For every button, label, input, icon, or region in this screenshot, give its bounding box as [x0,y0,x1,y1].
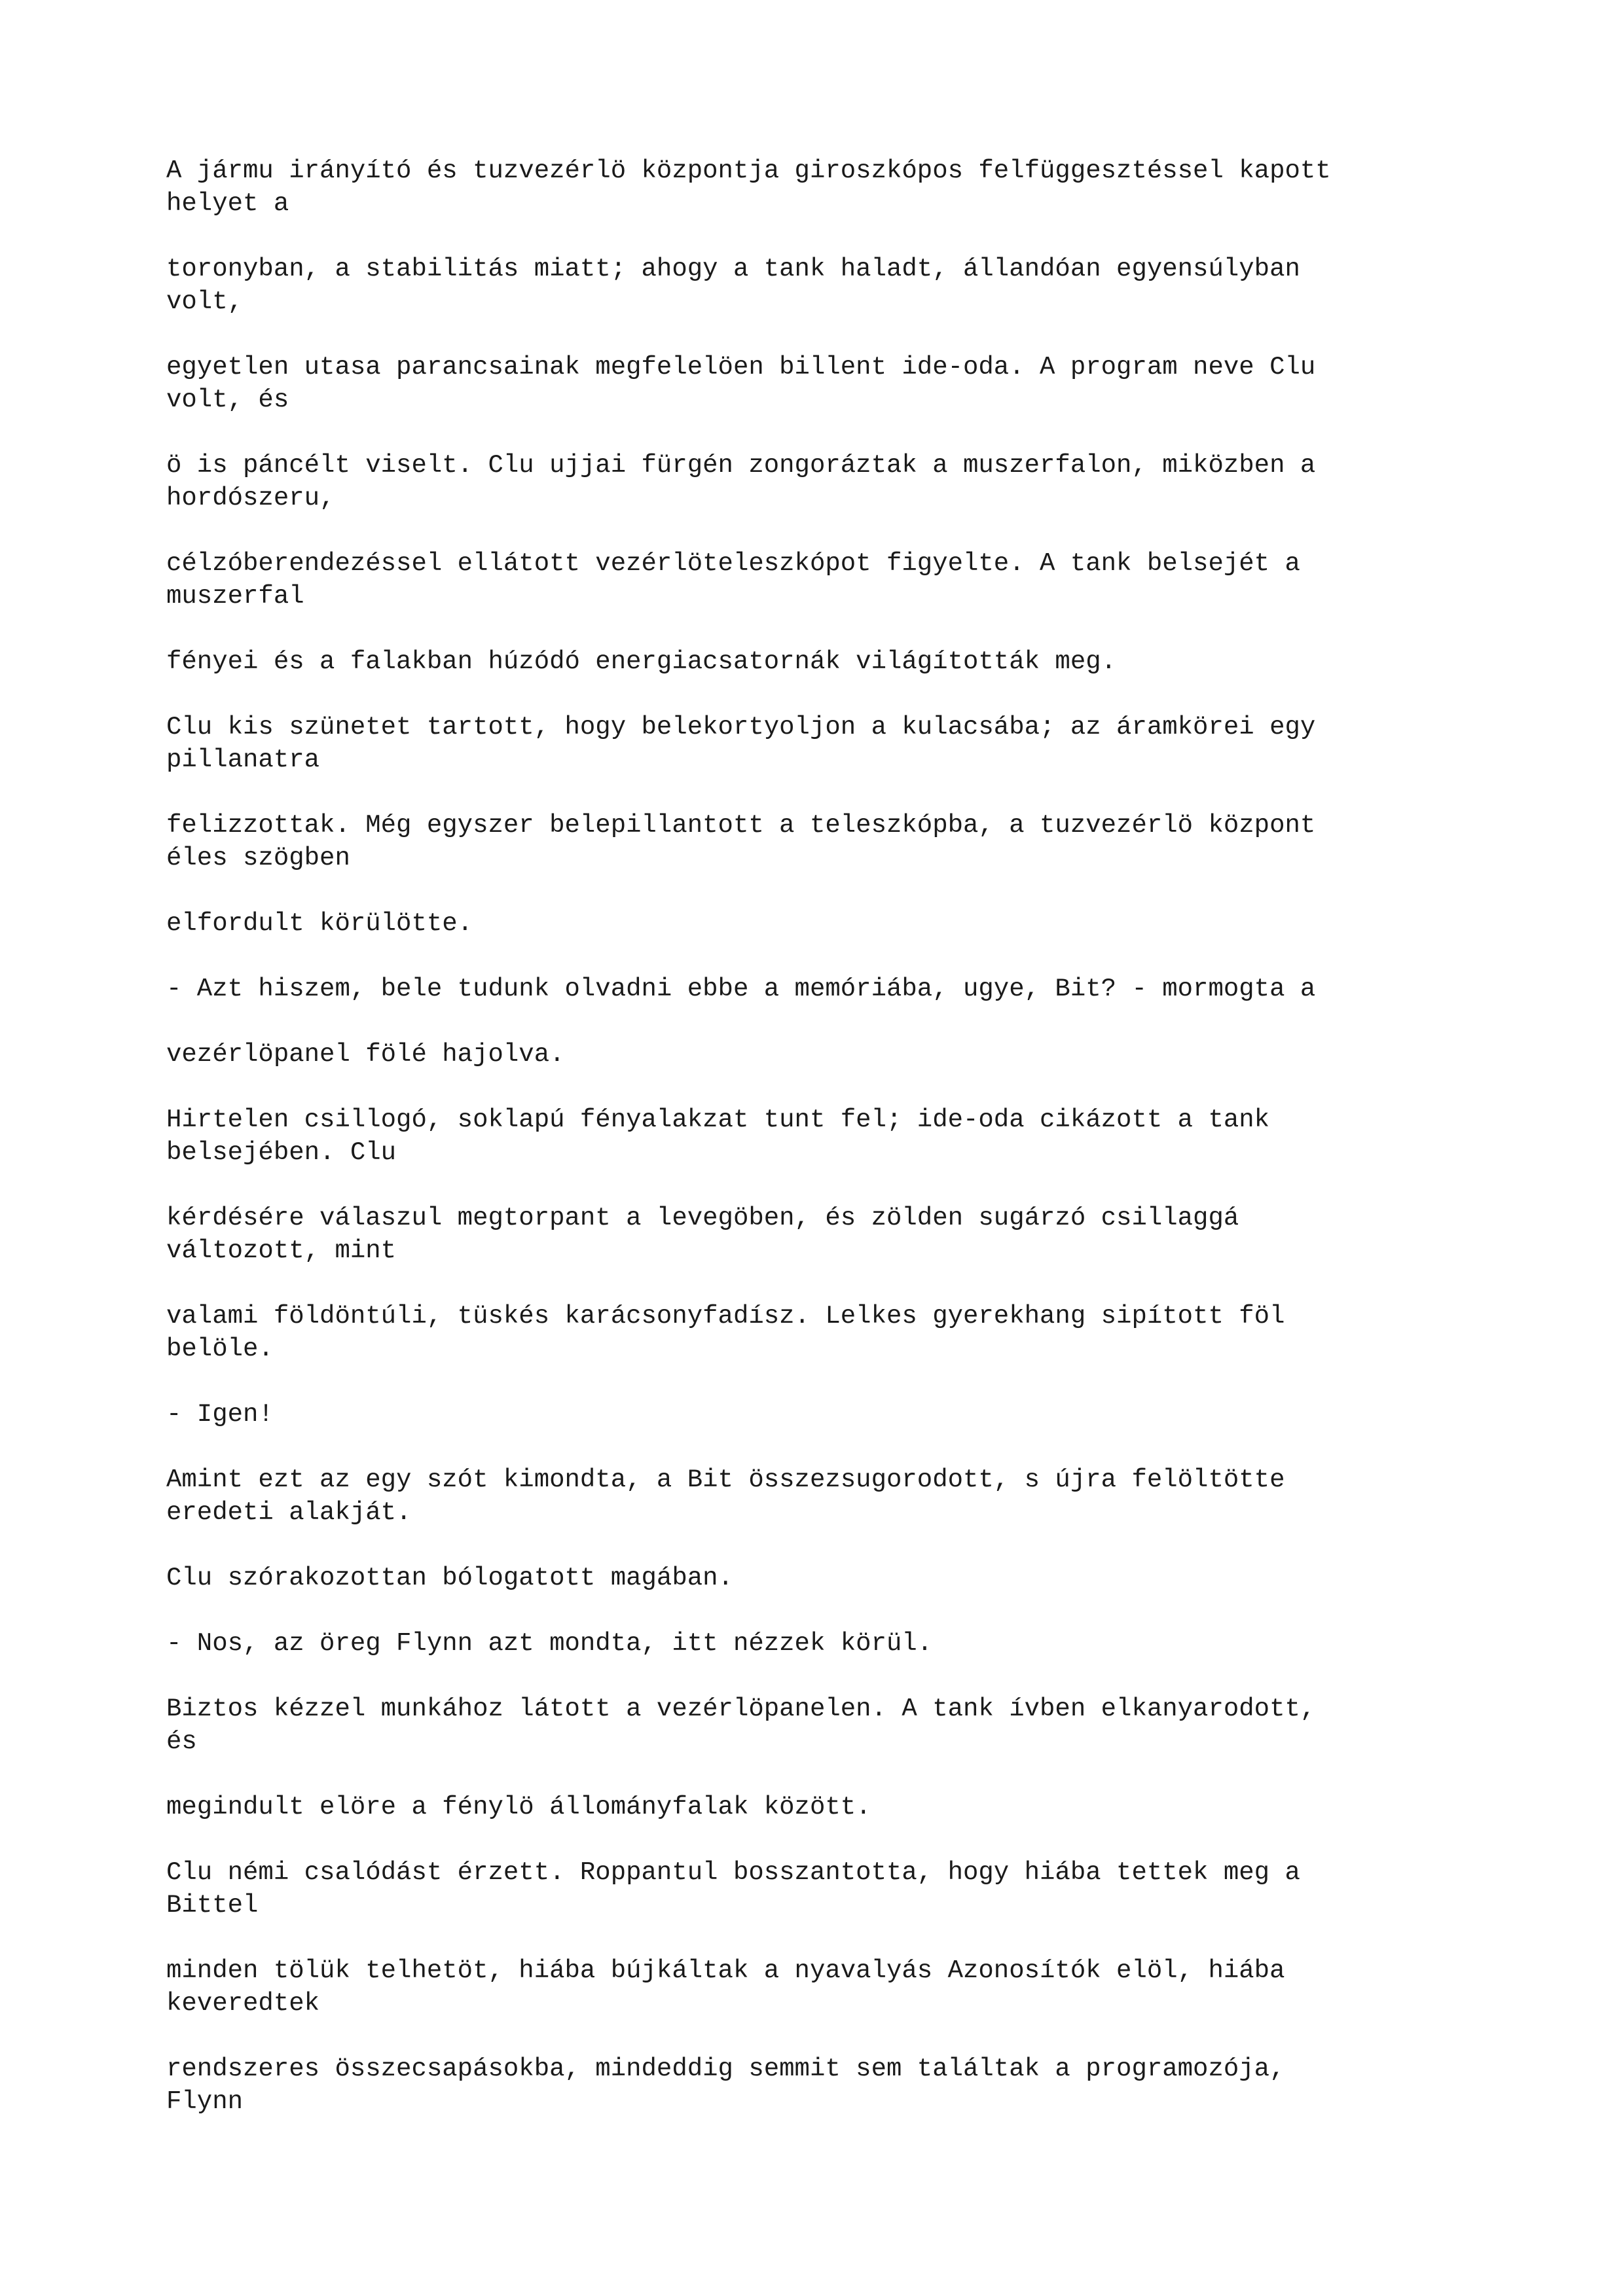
paragraph: kérdésére válaszul megtorpant a levegöben, és zölden sugárzó csillaggá változott, mint [166,1204,1239,1265]
paragraph: vezérlöpanel fölé hajolva. [166,1040,565,1069]
paragraph: célzóberendezéssel ellátott vezérlöteleszkópot figyelte. A tank belsejét a muszerfal [166,549,1300,611]
paragraph: - Nos, az öreg Flynn azt mondta, itt nézzek körül. [166,1629,933,1658]
paragraph: Amint ezt az egy szót kimondta, a Bit összezsugorodott, s újra felöltötte eredeti alakját. [166,1465,1285,1527]
text-body [166,154,1469,2151]
paragraph: Biztos kézzel munkához látott a vezérlöpanelen. A tank ívben elkanyarodott, és [166,1695,1316,1756]
paragraph: rendszeres összecsapásokba, mindeddig semmit sem találtak a programozója, Flynn [166,2054,1285,2116]
paragraph: - Azt hiszem, bele tudunk olvadni ebbe a memóriába, ugye, Bit? - mormogta a [166,975,1316,1003]
paragraph: egyetlen utasa parancsainak megfelelöen billent ide-oda. A program neve Clu volt, és [166,353,1316,414]
paragraph: valami földöntúli, tüskés karácsonyfadísz. Lelkes gyerekhang sipított föl belöle. [166,1302,1285,1363]
paragraph: elfordult körülötte. [166,909,473,938]
paragraph: toronyban, a stabilitás miatt; ahogy a tank haladt, állandóan egyensúlyban volt, [166,255,1300,316]
paragraph: felizzottak. Még egyszer belepillantott a teleszkópba, a tuzvezérlö központ éles szögben [166,811,1316,872]
paragraph: Clu kis szünetet tartott, hogy belekortyoljon a kulacsába; az áramkörei egy pillanatra [166,713,1316,774]
paragraph: - Igen! [166,1400,274,1429]
paragraph: A jármu irányító és tuzvezérlö központja giroszkópos felfüggesztéssel kapott helyet a [166,156,1331,218]
paragraph: Clu szórakozottan bólogatott magában. [166,1564,733,1592]
paragraph: ö is páncélt viselt. Clu ujjai fürgén zongoráztak a muszerfalon, miközben a hordószeru, [166,451,1316,512]
paragraph: minden tölük telhetöt, hiába bújkáltak a nyavalyás Azonosítók elöl, hiába keveredtek [166,1956,1285,2018]
paragraph: Hirtelen csillogó, soklapú fényalakzat tunt fel; ide-oda cikázott a tank belsejében. Clu [166,1105,1270,1167]
paragraph: Clu némi csalódást érzett. Roppantul bosszantotta, hogy hiába tettek meg a Bittel [166,1858,1300,1920]
paragraph: megindult elöre a fénylö állományfalak között. [166,1793,871,1821]
paragraph: fényei és a falakban húzódó energiacsatornák világították meg. [166,647,1117,676]
